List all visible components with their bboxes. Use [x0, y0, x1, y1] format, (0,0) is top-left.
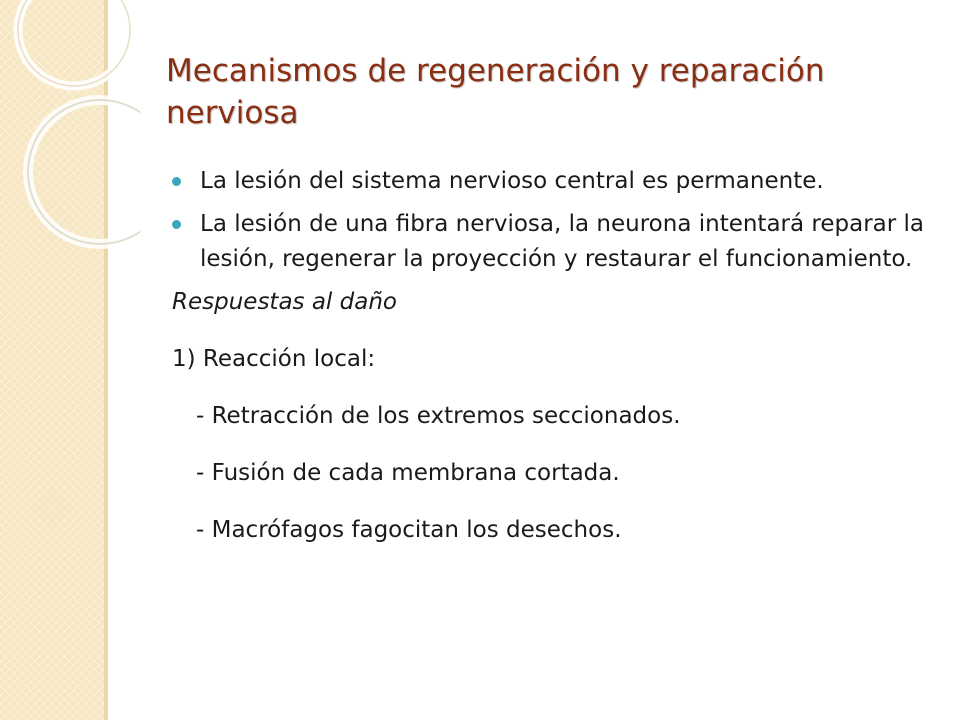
bullet-item — [172, 164, 932, 199]
dash-item: - Macrófagos fagocitan los desechos. — [196, 517, 622, 543]
slide-title: Mecanismos de regeneración y reparación nerviosa — [166, 53, 825, 131]
bullet-item — [172, 207, 932, 277]
slide-body — [172, 164, 932, 548]
bullet-text: La lesión del sistema nervioso central es permanente. — [200, 168, 824, 194]
decorative-rings — [0, 0, 140, 260]
bullet-dot-icon — [172, 220, 181, 229]
bullet-dot-icon — [172, 177, 181, 186]
decorative-ring-middle — [28, 100, 140, 244]
dash-item: - Retracción de los extremos seccionados. — [196, 403, 681, 429]
section-label: 1) Reacción local: — [172, 346, 376, 372]
decorative-ring-top — [18, 0, 130, 86]
subheading: Respuestas al daño — [172, 289, 397, 315]
dash-item: - Fusión de cada membrana cortada. — [196, 460, 620, 486]
bullet-text: La lesión de una fibra nerviosa, la neurona intentará reparar la lesión, regenerar la proyección y restaurar el funcionamiento. — [200, 211, 925, 272]
